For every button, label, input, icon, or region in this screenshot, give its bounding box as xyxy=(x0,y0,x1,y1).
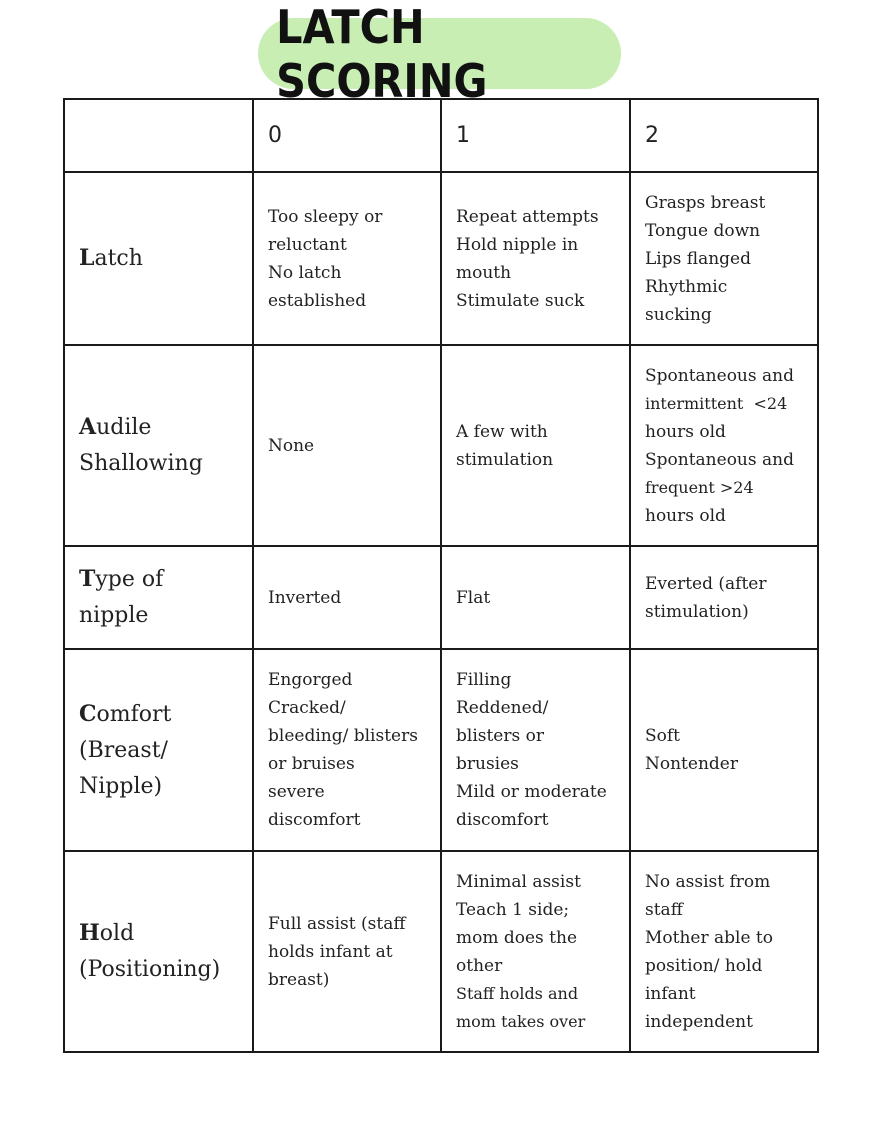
cell-text-line: stimulation xyxy=(456,449,554,470)
criterion-label xyxy=(79,696,246,733)
cell-text-line: other xyxy=(456,955,503,976)
score-0-cell xyxy=(253,851,441,1052)
cell-text-line: Rhythmic xyxy=(645,276,728,297)
cell-text-line: Mother able to xyxy=(645,927,773,948)
criterion-initial: C xyxy=(79,700,97,727)
criterion-initial: H xyxy=(79,920,100,946)
cell-text-line: Teach 1 side; xyxy=(456,899,570,920)
cell-text-line: Too sleepy or xyxy=(268,206,383,227)
cell-text-line: No assist from xyxy=(645,871,771,892)
cell-text-line: Spontaneous and xyxy=(645,365,794,386)
cell-text-line: A few with xyxy=(456,421,548,442)
criterion-initial: T xyxy=(79,566,96,592)
criterion-rest: omfort xyxy=(96,701,172,727)
cell-text-line: intermittent <24 xyxy=(645,393,788,413)
cell-text-line: infant xyxy=(645,983,696,1004)
criterion-initial: L xyxy=(79,245,95,271)
score-2-cell xyxy=(630,649,818,851)
cell-text-line: frequent >24 xyxy=(645,477,754,497)
header-criteria xyxy=(64,99,253,172)
cell-text-line: Spontaneous and xyxy=(645,449,794,470)
cell-text-line: No latch xyxy=(268,262,342,283)
cell-text-line: Inverted xyxy=(268,587,342,608)
criterion-rest: udile xyxy=(96,415,152,440)
cell-text-line: discomfort xyxy=(456,810,549,830)
cell-text-line: discomfort xyxy=(268,810,361,830)
cell-text-line: Flat xyxy=(456,587,491,608)
criterion-label-continued: (Breast/ Nipple) xyxy=(79,737,168,799)
cell-text-line: hours old xyxy=(645,421,726,442)
score-2-cell xyxy=(630,172,818,345)
cell-text-line: Tongue down xyxy=(645,220,761,241)
cell-text-line: Minimal assist xyxy=(456,871,581,892)
score-1-cell xyxy=(441,851,630,1052)
score-1-cell xyxy=(441,172,630,345)
cell-text-line: Cracked/ xyxy=(268,698,346,718)
page-title: LATCH SCORING xyxy=(276,0,488,108)
cell-text-line: brusies xyxy=(456,754,519,774)
header-score-1: 1 xyxy=(441,99,630,172)
criterion-label xyxy=(79,409,246,446)
cell-text-line: Lips flanged xyxy=(645,248,751,269)
criterion-label-continued: Shallowing xyxy=(79,451,203,476)
cell-text-line: bleeding/ blisters xyxy=(268,726,418,746)
cell-text-line: Mild or moderate xyxy=(456,782,607,802)
table-row xyxy=(64,649,818,851)
cell-text-line: position/ hold xyxy=(645,955,763,976)
criterion-initial: A xyxy=(79,414,97,440)
cell-text-line: mom does the xyxy=(456,927,578,948)
cell-text-line: mom takes over xyxy=(456,1011,586,1031)
cell-text-line: established xyxy=(268,290,367,311)
score-0-cell xyxy=(253,345,441,546)
cell-text-line: Hold nipple in xyxy=(456,234,579,255)
cell-text-line: or bruises xyxy=(268,754,355,774)
score-2-cell xyxy=(630,851,818,1052)
latch-scoring-table xyxy=(63,98,819,1053)
cell-text-line: holds infant at xyxy=(268,941,393,962)
table-row xyxy=(64,546,818,649)
cell-text-line: Reddened/ xyxy=(456,698,549,718)
cell-text-line: Engorged xyxy=(268,670,353,690)
cell-text-line: sucking xyxy=(645,304,712,325)
cell-text-line: hours old xyxy=(645,505,726,526)
header-row xyxy=(64,99,818,172)
cell-text-line: None xyxy=(268,435,315,456)
criterion-latch xyxy=(64,172,253,345)
cell-text-line: Grasps breast xyxy=(645,192,766,213)
cell-text-line: staff xyxy=(645,899,683,920)
cell-text-line: reluctant xyxy=(268,234,347,255)
criterion-label xyxy=(79,240,246,277)
cell-text-line: Full assist (staff xyxy=(268,913,406,934)
cell-text-line: Stimulate suck xyxy=(456,290,585,311)
cell-text-line: breast) xyxy=(268,969,330,990)
cell-text-line: stimulation) xyxy=(645,601,749,622)
cell-text-line: Staff holds and xyxy=(456,983,579,1003)
criterion-comfort xyxy=(64,649,253,851)
title-badge xyxy=(258,0,621,108)
cell-text-line: Nontender xyxy=(645,754,738,774)
score-0-cell xyxy=(253,546,441,649)
table-row xyxy=(64,172,818,345)
table-row xyxy=(64,851,818,1052)
score-1-cell xyxy=(441,649,630,851)
criterion-rest: atch xyxy=(94,246,143,271)
criterion-rest: old xyxy=(99,921,135,946)
cell-text-line: mouth xyxy=(456,262,512,283)
header-score-0: 0 xyxy=(253,99,441,172)
criterion-label-continued: (Positioning) xyxy=(79,957,221,982)
score-2-cell xyxy=(630,345,818,546)
criterion-label-continued: nipple xyxy=(79,603,149,628)
score-0-cell xyxy=(253,649,441,851)
score-1-cell xyxy=(441,546,630,649)
table-row xyxy=(64,345,818,546)
score-0-cell xyxy=(253,172,441,345)
criterion-label xyxy=(79,915,246,952)
criterion-type-of-nipple xyxy=(64,546,253,649)
criterion-rest: ype of xyxy=(95,567,164,592)
score-2-cell xyxy=(630,546,818,649)
cell-text-line: Filling xyxy=(456,670,512,690)
cell-text-line: Repeat attempts xyxy=(456,206,599,227)
criterion-hold xyxy=(64,851,253,1052)
cell-text-line: blisters or xyxy=(456,726,544,746)
cell-text-line: Soft xyxy=(645,726,681,746)
cell-text-line: independent xyxy=(645,1011,753,1032)
header-score-2: 2 xyxy=(630,99,818,172)
criterion-audible-swallowing xyxy=(64,345,253,546)
criterion-label xyxy=(79,561,246,598)
cell-text-line: Everted (after xyxy=(645,573,767,594)
cell-text-line: severe xyxy=(268,782,325,802)
score-1-cell xyxy=(441,345,630,546)
